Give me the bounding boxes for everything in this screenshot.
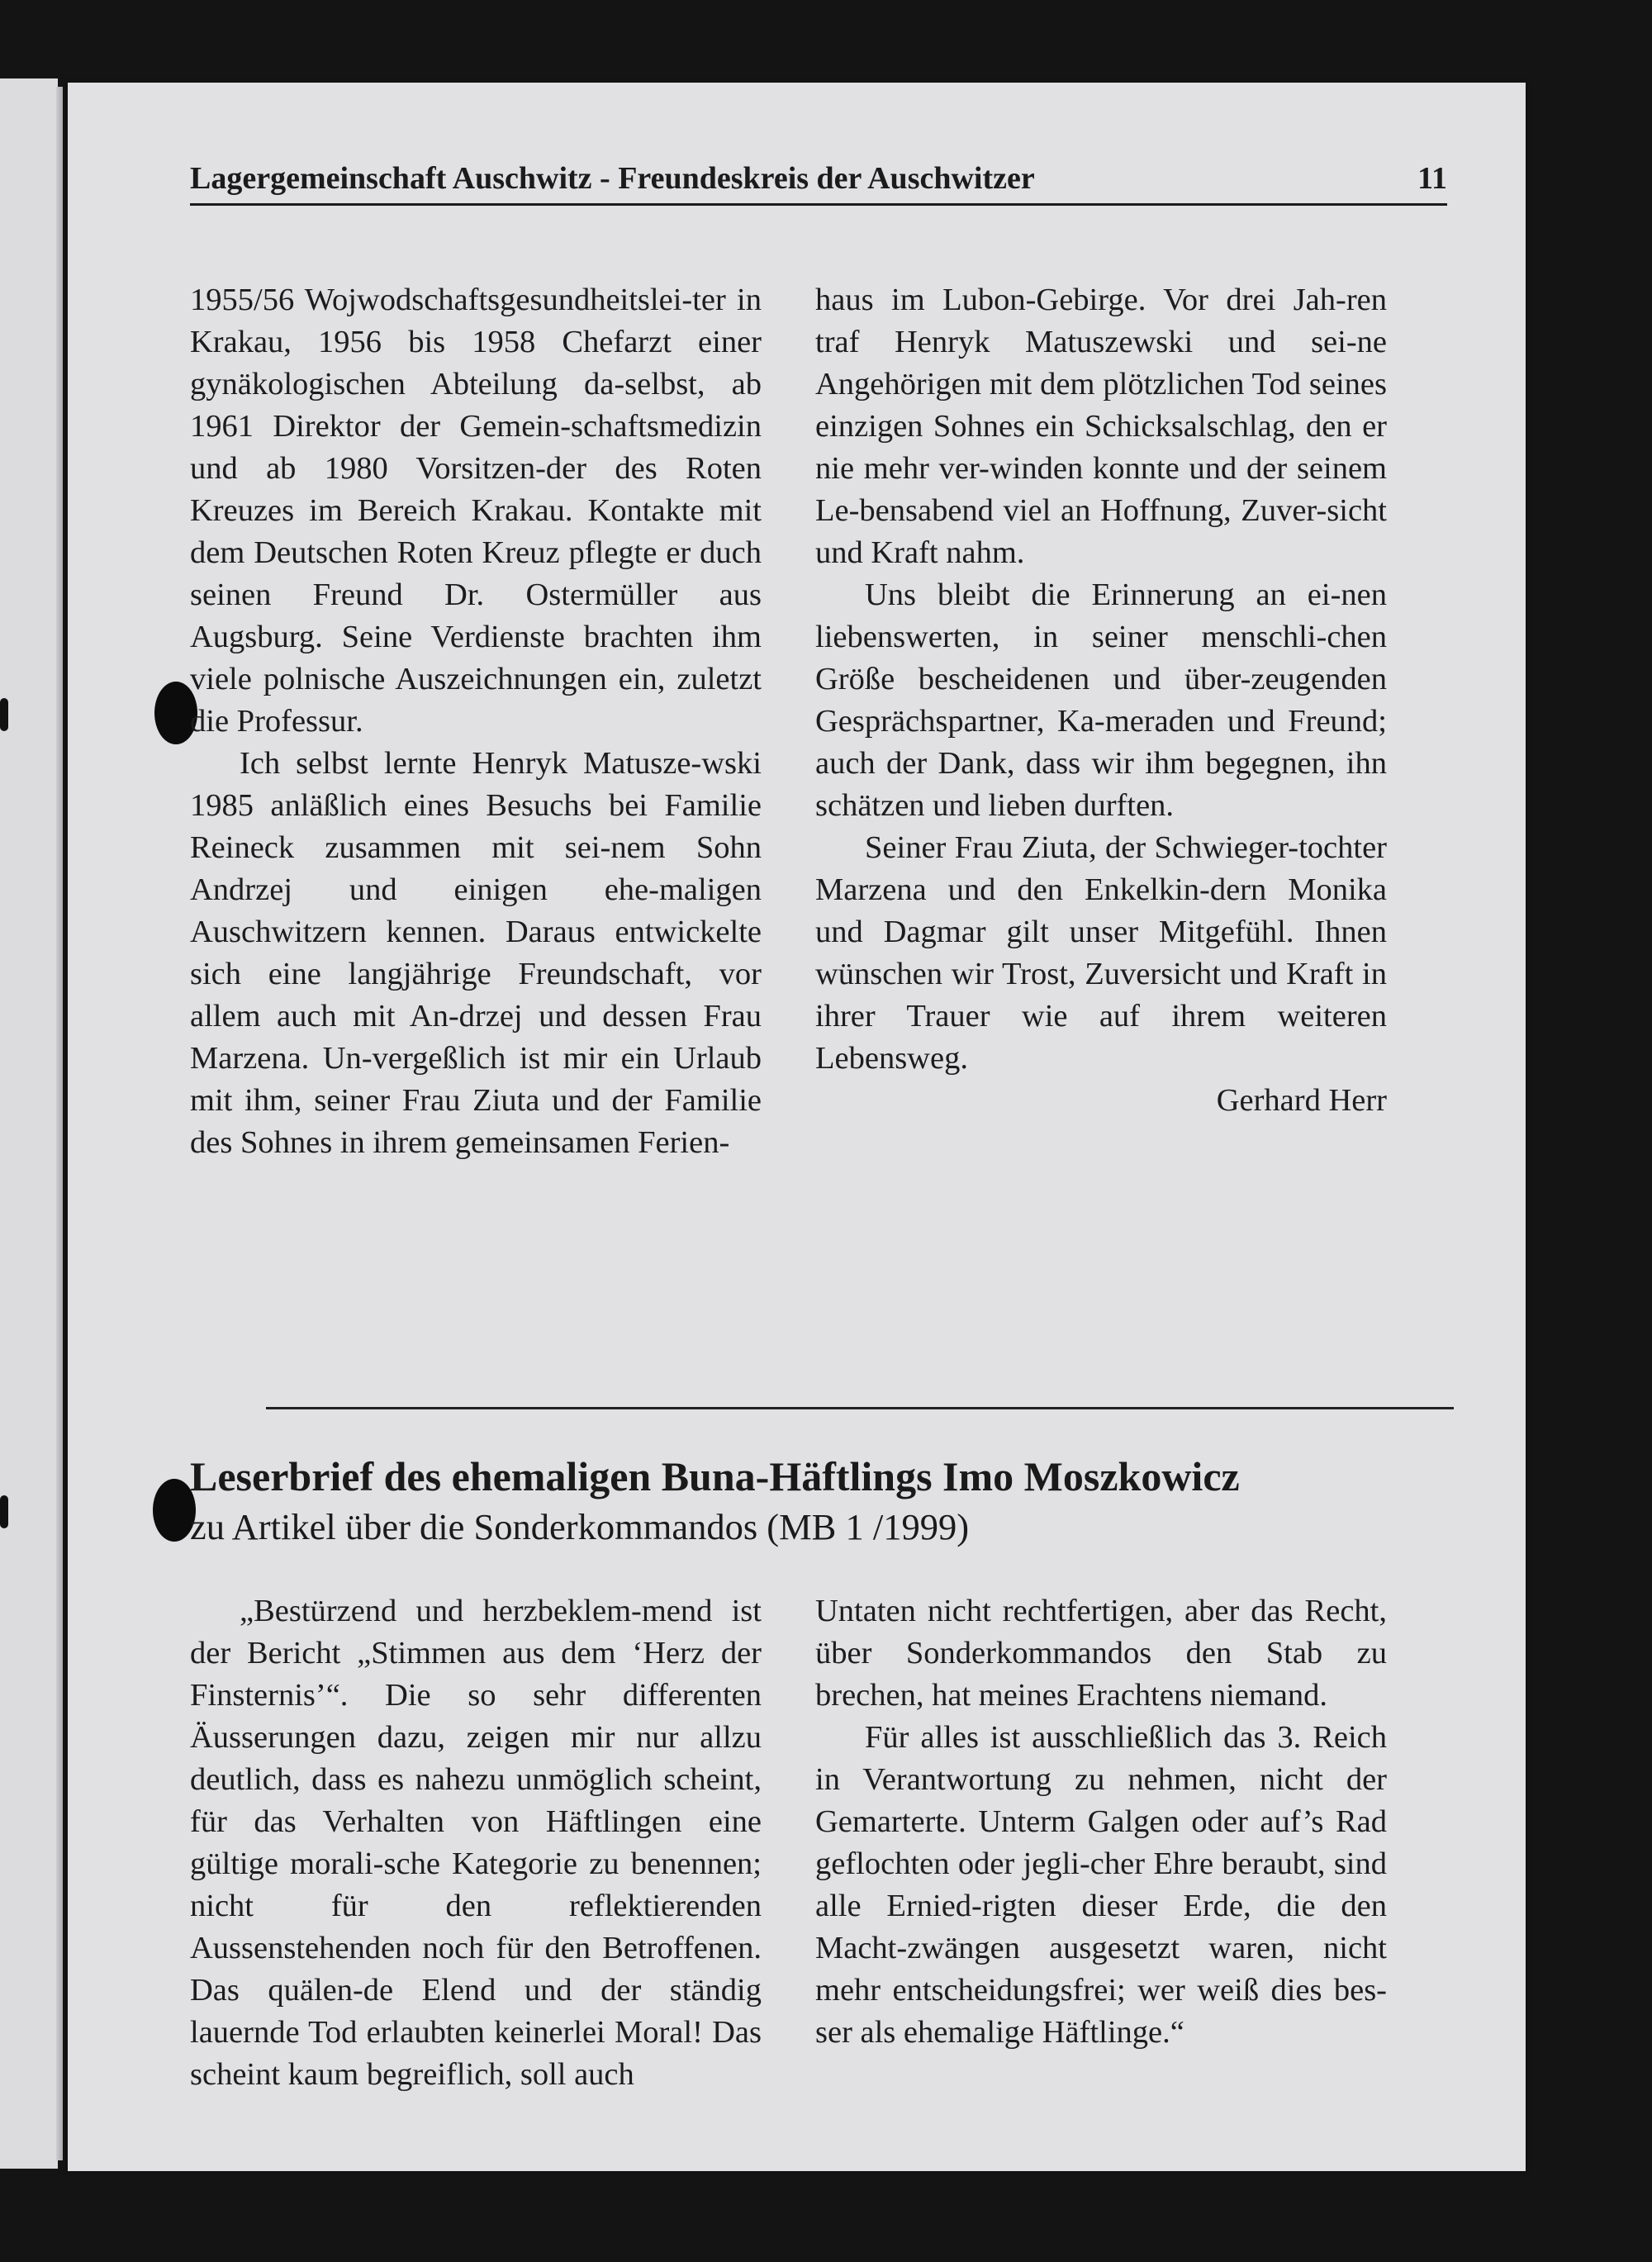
page-header	[190, 155, 1447, 206]
paragraph: 1955/56 Wojwodschaftsgesundheitslei-ter in Krakau, 1956 bis 1958 Chefarzt einer gynäkologischen Abteilung da-selbst, ab 1961 Direktor der Gemein-schaftsmedizin und ab 1980 Vorsitzen-der des Roten Kreuzes im Bereich Krakau. Kontakte mit dem Deutschen Roten Kreuz pflegte er duch seinen Freund Dr. Ostermüller aus Augsburg. Seine Verdienste brachten ihm viele polnische Auszeichnungen ein, zuletzt die Professur.	[190, 283, 762, 739]
adjacent-page-hole	[0, 1495, 8, 1528]
document-page	[68, 83, 1526, 2171]
article-subtitle: zu Artikel über die Sonderkommandos (MB 1 /1999)	[190, 1506, 970, 1547]
article-title: Leserbrief des ehemaligen Buna-Häftlings Imo Moszkowicz	[190, 1453, 1240, 1499]
paragraph: Ich selbst lernte Henryk Matusze-wski 1985 anläßlich eines Besuchs bei Familie Reineck zusammen mit sei-nem Sohn Andrzej und einigen ehe-maligen Auschwitzern kennen. Daraus entwickelte sich eine langjährige Freundschaft, vor allem auch mit An-drzej und dessen Frau Marzena. Un-vergeßlich ist mir ein Urlaub mit ihm, seiner Frau Ziuta und der Familie des Sohnes in ihrem gemeinsamen Ferien-	[190, 746, 762, 1160]
section-divider	[266, 1407, 1454, 1409]
article1-column-right	[815, 279, 1387, 1122]
paragraph: Seiner Frau Ziuta, der Schwieger-tochter Marzena und den Enkelkin-dern Monika und Dagmar gilt unser Mitgefühl. Ihnen wünschen wir Trost, Zuversicht und Kraft in ihrer Trauer wie auf ihrem weiteren Lebensweg.	[815, 830, 1387, 1076]
paragraph: Für alles ist ausschließlich das 3. Reich in Verantwortung zu nehmen, nicht der Gemarterte. Unterm Galgen oder auf’s Rad geflochten oder jegli-cher Ehre beraubt, sind alle Ernied-rigten dieser Erde, die den Macht-zwängen ausgesetzt waren, nicht mehr entscheidungsfrei; wer weiß dies bes-ser als ehemalige Häftlinge.“	[815, 1720, 1387, 2050]
author-signature: Gerhard Herr	[1216, 1083, 1387, 1118]
adjacent-page-hole	[0, 698, 8, 731]
adjacent-page	[0, 78, 58, 2169]
paragraph: haus im Lubon-Gebirge. Vor drei Jah-ren traf Henryk Matuszewski und sei-ne Angehörigen mit dem plötzlichen Tod seines einzigen Sohnes ein Schicksalschlag, den er nie mehr ver-winden konnte und der seinem Le-bensabend viel an Hoffnung, Zuver-sicht und Kraft nahm.	[815, 283, 1387, 570]
article2-column-left	[190, 1590, 762, 2096]
adjacent-page-edge	[56, 87, 63, 2160]
paragraph: Untaten nicht rechtfertigen, aber das Recht, über Sonderkommandos den Stab zu brechen, hat meines Erachtens niemand.	[815, 1594, 1387, 1713]
running-title: Lagergemeinschaft Auschwitz - Freundeskreis der Auschwitzer	[190, 161, 1035, 196]
article2-column-right	[815, 1590, 1387, 2054]
paragraph: Uns bleibt die Erinnerung an ei-nen liebenswerten, in seiner menschli-chen Größe bescheidenen und über-zeugenden Gesprächspartner, Ka-meraden und Freund; auch der Dank, dass wir ihm begegnen, ihn schätzen und lieben durften.	[815, 577, 1387, 823]
paragraph: „Bestürzend und herzbeklem-mend ist der Bericht „Stimmen aus dem ‘Herz der Finsternis’“. Die so sehr differenten Äusserungen dazu, zeigen mir nur allzu deutlich, dass es nahezu unmöglich scheint, für das Verhalten von Häftlingen eine gültige morali-sche Kategorie zu benennen; nicht für den reflektierenden Aussenstehenden noch für den Betroffenen. Das quälen-de Elend und der ständig lauernde Tod erlaubten keinerlei Moral! Das scheint kaum begreiflich, soll auch	[190, 1594, 762, 2092]
article1-column-left	[190, 279, 762, 1164]
page-number: 11	[1417, 161, 1447, 196]
